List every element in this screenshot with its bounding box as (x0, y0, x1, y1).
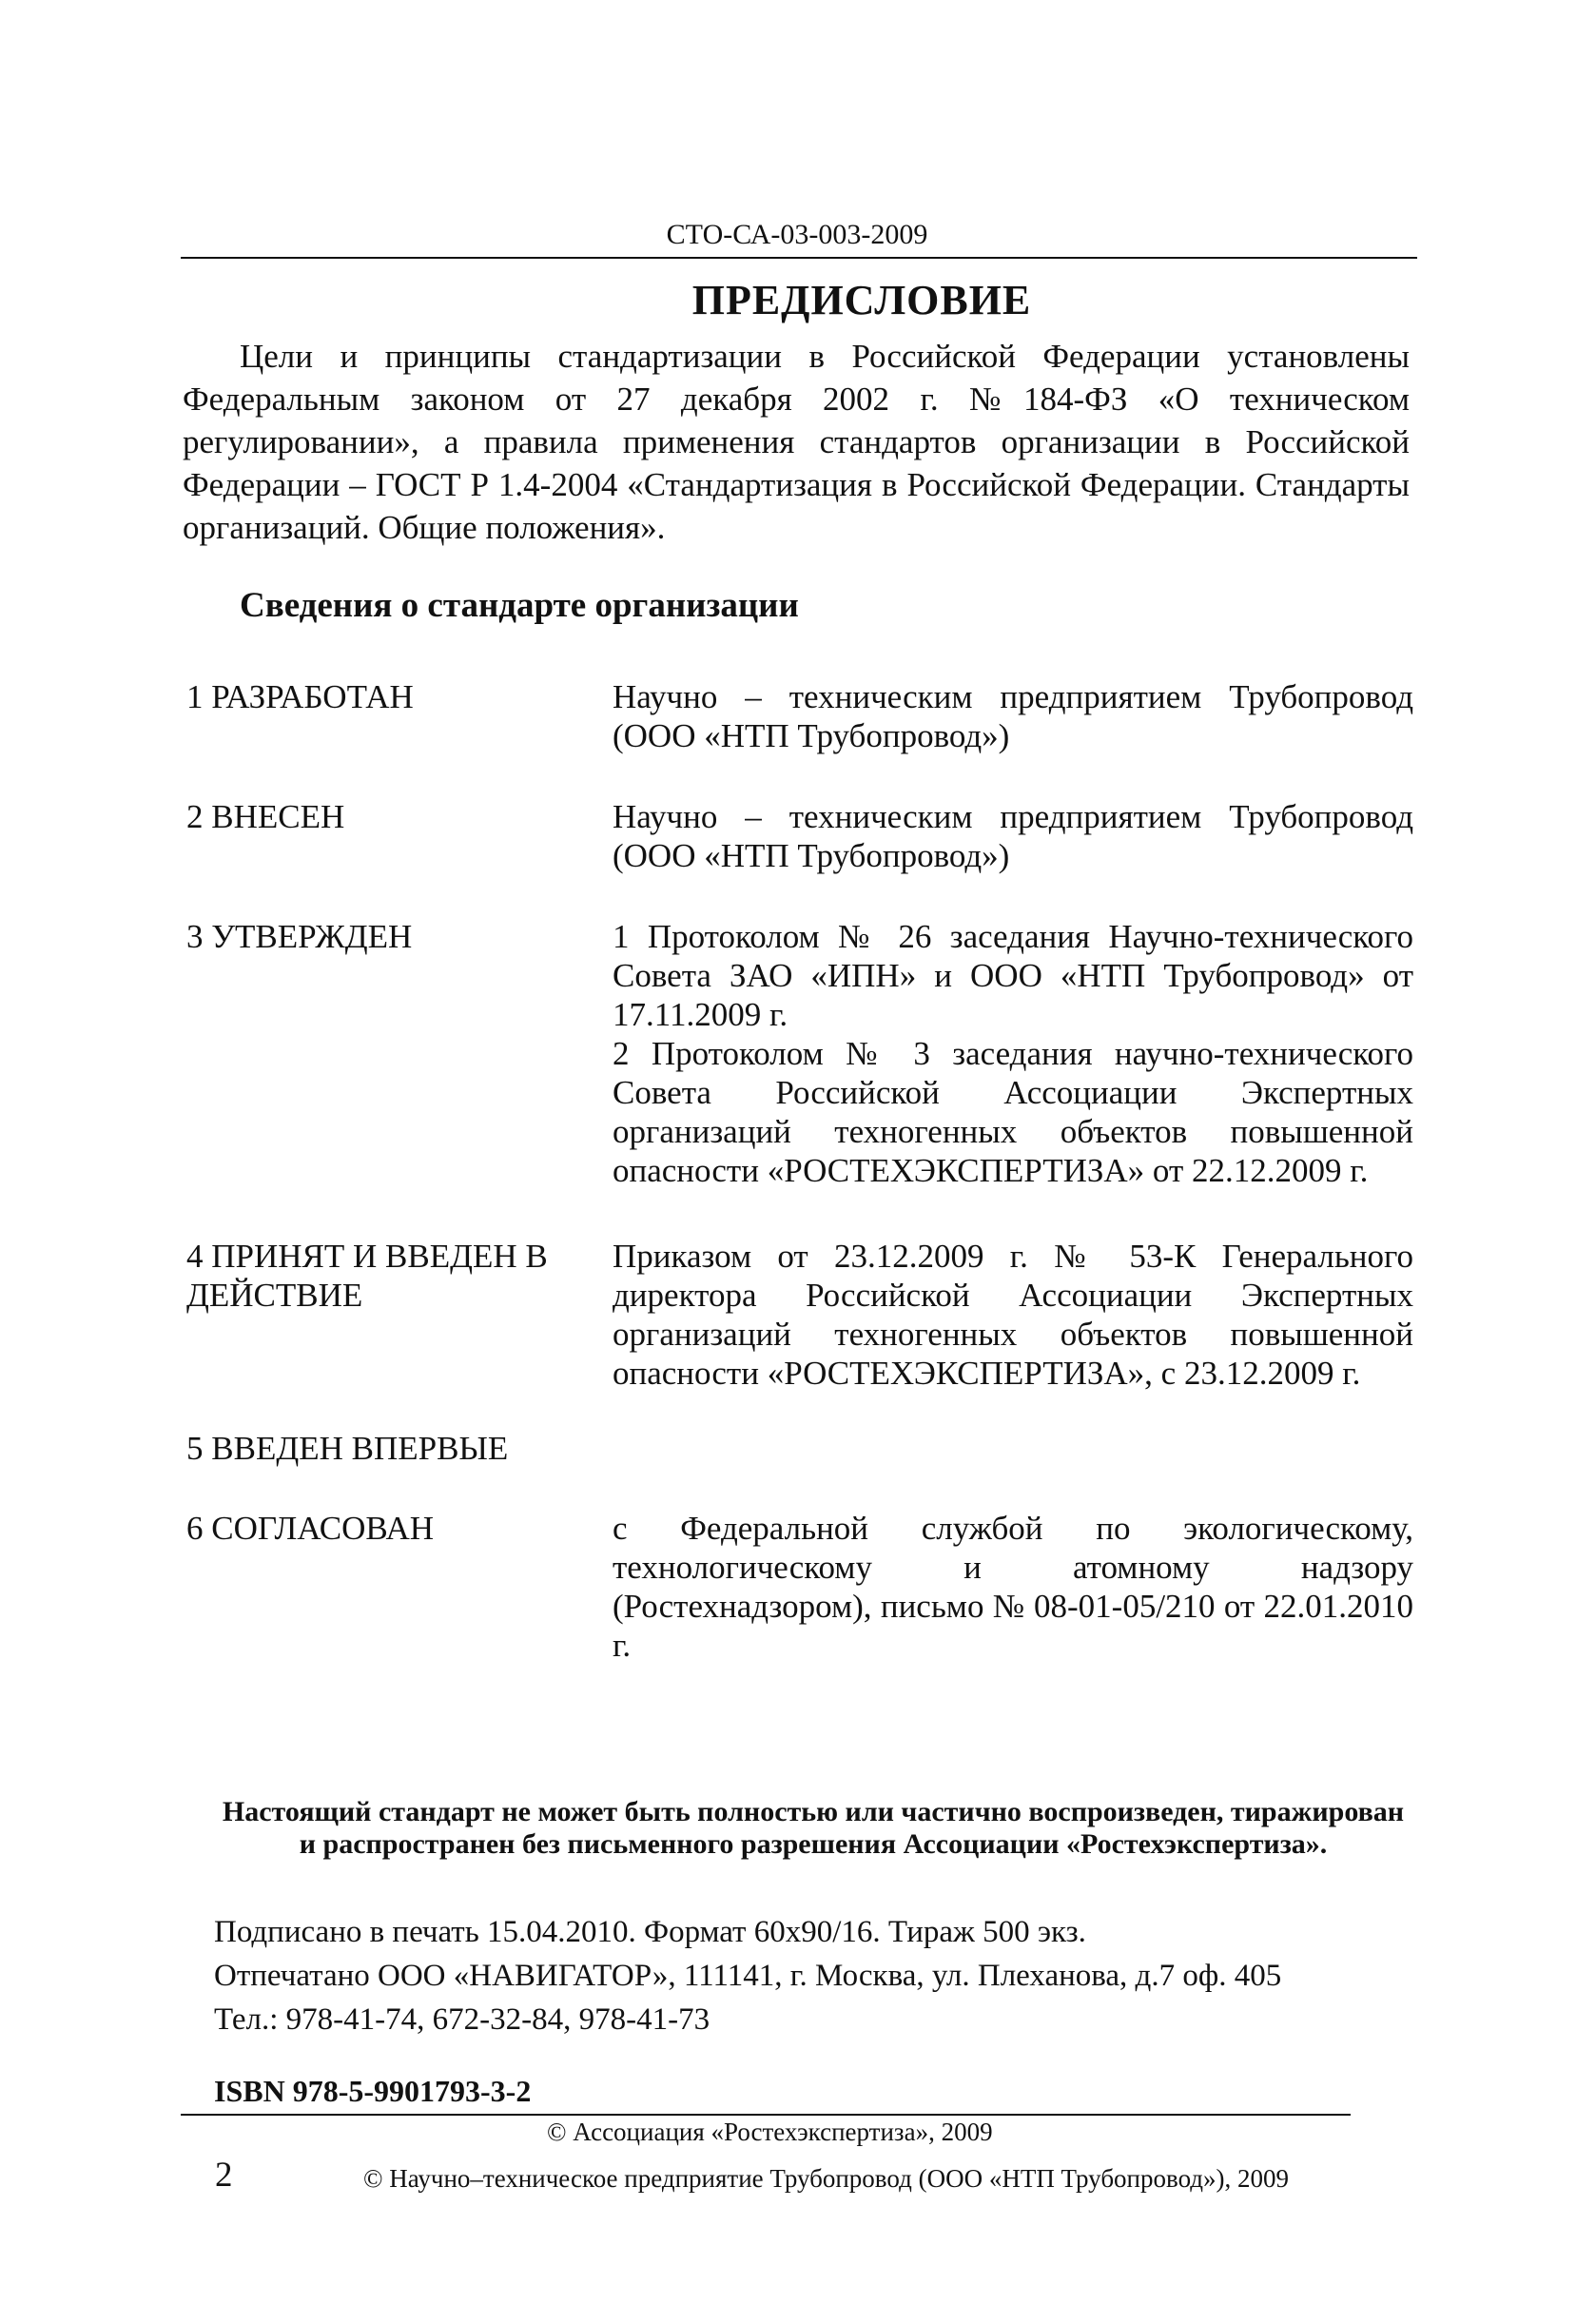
copyright-notice: Настоящий стандарт не может быть полностью или частично воспроизведен, тиражирован и распространен без письменного разрешения Ассоциации «Ростехэкспертиза». (222, 1796, 1405, 1860)
info-label: 4 ПРИНЯТ И ВВЕДЕН В ДЕЙСТВИЕ (186, 1238, 548, 1314)
print-signed-line: Подписано в печать 15.04.2010. Формат 60х90/16. Тираж 500 экз. (214, 1915, 1086, 1949)
info-paragraph: 2 Протоколом № 3 заседания научно-технического Совета Российской Ассоциации Экспертных организаций техногенных объектов повышенной опасности «РОСТЕХЭКСПЕРТИЗА» от 22.12.2009 г. (613, 1035, 1413, 1189)
copyright-association: © Ассоциация «Ростехэкспертиза», 2009 (547, 2118, 993, 2146)
info-paragraph: 1 Протоколом № 26 заседания Научно-технического Совета ЗАО «ИПН» и ООО «НТП Трубопровод» от 17.11.2009 г. (613, 918, 1413, 1033)
info-label: 3 УТВЕРЖДЕН (186, 918, 413, 955)
phones-line: Тел.: 978-41-74, 672-32-84, 978-41-73 (214, 2002, 710, 2037)
info-text (613, 677, 1413, 755)
info-text (613, 1237, 1413, 1393)
section-title: Сведения о стандарте организации (240, 586, 799, 625)
intro-paragraph: Цели и принципы стандартизации в Российской Федерации установлены Федеральным законом от 27 декабря 2002 г. №184-ФЗ «О техническом регулировании», а правила применения стандартов организации в Российской Федерации – ГОСТ Р 1.4-2004 «Стандартизация в Российской Федерации. Стандарты организаций. Общие положения». (183, 338, 1410, 546)
page-title: ПРЕДИСЛОВИЕ (691, 277, 1032, 323)
info-label: 1 РАЗРАБОТАН (186, 678, 414, 715)
info-paragraph: Научно – техническим предприятием Трубопровод (ООО «НТП Трубопровод») (613, 678, 1413, 754)
info-label: 2 ВНЕСЕН (186, 798, 345, 835)
info-text (613, 1509, 1413, 1665)
info-text (613, 917, 1413, 1190)
document-code: СТО-СА-03-003-2009 (666, 219, 928, 250)
copyright-ntp: © Научно–техническое предприятие Трубопровод (ООО «НТП Трубопровод»), 2009 (363, 2164, 1290, 2193)
info-paragraph: Научно – техническим предприятием Трубопровод (ООО «НТП Трубопровод») (613, 798, 1413, 874)
info-paragraph: с Федеральной службой по экологическому, технологическому и атомному надзору (Ростехнадзором), письмо № 08-01-05/210 от 22.01.2010 г. (613, 1510, 1413, 1664)
info-paragraph: Приказом от 23.12.2009 г. № 53-К Генерального директора Российской Ассоциации Экспертных организаций техногенных объектов повышенной опасности «РОСТЕХЭКСПЕРТИЗА», с 23.12.2009 г. (613, 1238, 1413, 1392)
printed-by-line: Отпечатано ООО «НАВИГАТОР», 111141, г. Москва, ул. Плеханова, д.7 оф. 405 (214, 1959, 1282, 1993)
info-text (613, 797, 1413, 875)
info-label: 6 СОГЛАСОВАН (186, 1510, 435, 1547)
header-rule (181, 257, 1417, 259)
info-label: 5 ВВЕДЕН ВПЕРВЫЕ (186, 1430, 509, 1467)
footer-rule (181, 2114, 1351, 2116)
page-number: 2 (215, 2156, 233, 2195)
isbn: ISBN 978-5-9901793-3-2 (214, 2074, 532, 2108)
